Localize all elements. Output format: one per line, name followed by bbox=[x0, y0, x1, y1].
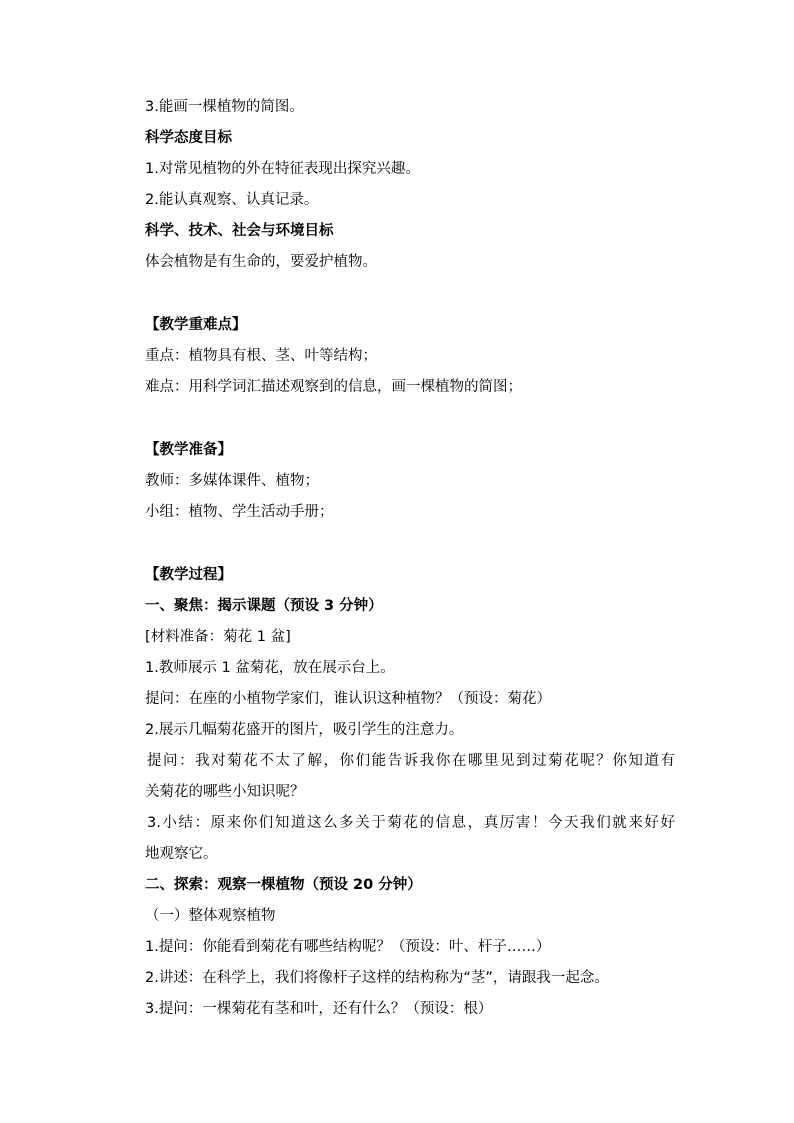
heading-science-attitude: 科学态度目标 bbox=[145, 130, 232, 146]
heading-process: 【教学过程】 bbox=[145, 567, 232, 583]
summary-line-1: 3.小结：原来你们知道这么多关于菊花的信息，真厉害！今天我们就来好好 bbox=[147, 815, 675, 831]
section-explore: 二、探索：观察一棵植物（预设 20 分钟） bbox=[145, 877, 422, 893]
step-2: 2.展示几幅菊花盛开的图片，吸引学生的注意力。 bbox=[145, 722, 464, 738]
attitude-2: 2.能认真观察、认真记录。 bbox=[145, 192, 319, 208]
heading-stse: 科学、技术、社会与环境目标 bbox=[145, 223, 334, 239]
prep-teacher: 教师：多媒体课件、植物； bbox=[145, 473, 319, 489]
question-2-line-1: 提问：我对菊花不太了解，你们能告诉我你在哪里见到过菊花呢？你知道有 bbox=[147, 753, 675, 769]
section-focus: 一、聚焦：揭示课题（预设 3 分钟） bbox=[145, 598, 383, 614]
explore-step-2: 2.讲述：在科学上，我们将像杆子这样的结构称为“茎”，请跟我一起念。 bbox=[145, 970, 609, 986]
question-2-line-2: 关菊花的哪些小知识呢？ bbox=[145, 784, 305, 800]
materials: [材料准备：菊花 1 盆] bbox=[145, 629, 291, 645]
key-point: 重点：植物具有根、茎、叶等结构； bbox=[145, 348, 377, 364]
difficult-point: 难点：用科学词汇描述观察到的信息，画一棵植物的简图； bbox=[145, 379, 522, 395]
explore-step-3: 3.提问：一棵菊花有茎和叶，还有什么？（预设：根） bbox=[145, 1001, 493, 1017]
stse-1: 体会植物是有生命的，要爱护植物。 bbox=[145, 254, 377, 270]
prep-group: 小组：植物、学生活动手册； bbox=[145, 504, 334, 520]
heading-key-points: 【教学重难点】 bbox=[145, 317, 247, 333]
attitude-1: 1.对常见植物的外在特征表现出探究兴趣。 bbox=[145, 161, 420, 177]
objective-3: 3.能画一棵植物的简图。 bbox=[145, 99, 304, 115]
step-1: 1.教师展示 1 盆菊花，放在展示台上。 bbox=[145, 660, 395, 676]
summary-line-2: 地观察它。 bbox=[145, 846, 218, 862]
question-1: 提问：在座的小植物学家们，谁认识这种植物？（预设：菊花） bbox=[145, 691, 551, 707]
explore-step-1: 1.提问：你能看到菊花有哪些结构呢？（预设：叶、杆子……） bbox=[145, 939, 551, 955]
heading-preparation: 【教学准备】 bbox=[145, 442, 232, 458]
subsection-overall: （一）整体观察植物 bbox=[145, 908, 276, 924]
